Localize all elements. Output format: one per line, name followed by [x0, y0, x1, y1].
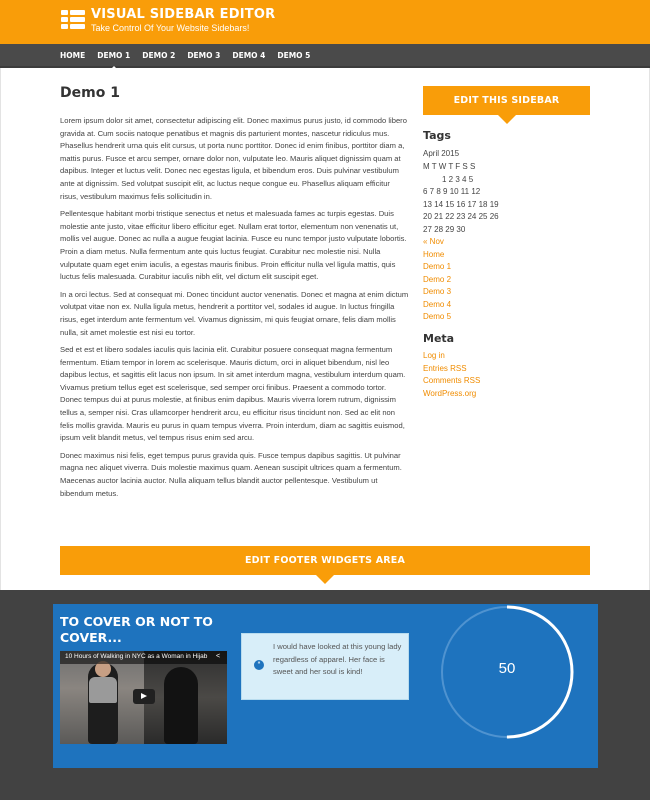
nav-item-home[interactable]: HOME: [60, 51, 86, 60]
post-paragraph: Donec maximus nisi felis, eget tempus purus gravida quis. Fusce tempus dapibus sagittis. Ut pulvinar magna nec aliquet viverra. Duis molestie maximus quam. Aenean suscipit ultrices quam a fermentum. Maecenas auctor lacinia auctor. Nulla aliquam tellus blandit auctor pellentesque. Vestibulum ut bibendum metus.: [60, 450, 402, 498]
nav-item-demo-3[interactable]: DEMO 3: [187, 51, 221, 60]
gauge-value: 50: [498, 660, 516, 677]
post-title: Demo 1: [60, 85, 120, 101]
nav-item-demo-4[interactable]: DEMO 4: [232, 51, 266, 60]
nav-item-demo-2[interactable]: DEMO 2: [142, 51, 176, 60]
sidebar-link-demo-2[interactable]: Demo 2: [423, 274, 452, 284]
post-paragraph: Lorem ipsum dolor sit amet, consectetur adipiscing elit. Donec maximus purus justo, id commodo libero gravida at. Cum sociis natoque penatibus et magnis dis parturient montes, nascetur ridiculus mus. Phasellus hendrerit urna quis elit cursus, ut porta nunc porttitor. Donec id enim finibus, porttitor diam a, mattis purus. Fusce et arcu semper, ornare dolor non, vulputate leo. Mauris aliquet dignissim quam at dapibus. Integer et luctus velit. Donec nec egestas ligula, et bibendum eros. Duis pulvinar vestibulum ante at dignissim. Sed volutpat suscipit elit, ac luctus neque congue eu. Phasellus aliquam efficitur risus, vestibulum maximus felis sollicitudin in.: [60, 116, 407, 201]
post-paragraph: In a orci lectus. Sed at consequat mi. Donec tincidunt auctor venenatis. Donec et magna at enim dictum volutpat vitae non ex. Nulla ligula metus, hendrerit a porttitor vel, sodales id augue. In luctus fringilla risus, eget interdum ante fermentum vel. Vivamus dignissim, mi quis feugiat ornare, felis diam mollis nulla, sit amet molestie est nisi eu tortor.: [60, 289, 409, 337]
logo-icon[interactable]: [61, 10, 85, 30]
video-title[interactable]: 10 Hours of Walking in NYC as a Woman in Hijab: [65, 653, 208, 660]
video-person-figure: [164, 667, 198, 744]
meta-widget-title: Meta: [423, 332, 455, 345]
calendar-caption: April 2015: [423, 149, 460, 158]
nav-item-demo-1[interactable]: DEMO 1: [97, 44, 130, 68]
edit-footer-widgets-button[interactable]: EDIT FOOTER WIDGETS AREA: [60, 546, 590, 575]
post-paragraph: Sed et est et libero sodales iaculis quis lacinia elit. Curabitur posuere consequat magna fermentum fermentum. Etiam tempor in lorem ac scelerisque. Mauris dictum, orci in aliquet bibendum, nisl leo dapibus lectus, et sagittis elit lacus non ipsum. In sit amet interdum magna, vestibulum interdum quam. Vivamus pretium tellus eget est scelerisque, sed semper orci finibus. Praesent a commodo tortor. Donec tempus dui at purus molestie, at finibus enim dapibus. Mauris viverra lorem rutrum, dignissim tellus a, semper nisi. Cras ullamcorper hendrerit arcu, eu efficitur risus tincidunt non. Sed ac elit non felis mollis gravida. Mauris eu purus in quam tempus viverra. Proin interdum, diam ac sagittis euismod, ipsum velit blandit metus, vel tempus risus enim sed arcu.: [60, 345, 406, 443]
video-embed[interactable]: [60, 651, 227, 744]
testimonial-text: I would have looked at this young lady regardless of apparel. Her face is sweet and her soul is kind!: [273, 642, 402, 677]
calendar-week: 20 21 22 23 24 25 26: [423, 212, 499, 221]
sidebar-link-demo-1[interactable]: Demo 1: [423, 262, 452, 271]
sidebar-link-demo-5[interactable]: Demo 5: [423, 312, 452, 321]
nav-item-demo-5[interactable]: DEMO 5: [277, 51, 311, 60]
calendar-week: 1 2 3 4 5: [442, 174, 474, 184]
main-nav: [0, 44, 650, 68]
edit-sidebar-button[interactable]: EDIT THIS SIDEBAR: [423, 86, 590, 115]
site-header: [0, 0, 650, 44]
meta-list: [423, 350, 480, 400]
quote-icon: “: [254, 660, 264, 670]
calendar-week: 13 14 15 16 17 18 19: [423, 199, 499, 209]
play-button-icon[interactable]: [133, 689, 155, 704]
tags-widget-title: Tags: [423, 129, 451, 142]
footer-widget-title: TO COVER OR NOT TO COVER...: [60, 614, 213, 645]
calendar-weekdays: M T W T F S S: [423, 162, 476, 171]
pages-list: [423, 236, 451, 324]
meta-link-wordpress[interactable]: WordPress.org: [423, 388, 477, 398]
site-title[interactable]: VISUAL SIDEBAR EDITOR: [91, 7, 276, 22]
calendar-prev-link[interactable]: « Nov: [423, 237, 444, 246]
site-tagline: Take Control Of Your Website Sidebars!: [91, 23, 250, 33]
meta-link-comments-rss[interactable]: Comments RSS: [423, 376, 481, 385]
calendar-week: 27 28 29 30: [423, 224, 466, 234]
sidebar-link-demo-4[interactable]: Demo 4: [423, 299, 452, 309]
calendar-week: 6 7 8 9 10 11 12: [423, 187, 481, 196]
sidebar-link-home[interactable]: Home: [423, 249, 445, 259]
meta-link-entries-rss[interactable]: Entries RSS: [423, 363, 467, 373]
video-person-top: [89, 677, 117, 703]
share-icon[interactable]: <: [216, 653, 221, 660]
sidebar-link-demo-3[interactable]: Demo 3: [423, 287, 452, 296]
post-paragraph: Pellentesque habitant morbi tristique senectus et netus et malesuada fames ac turpis egestas. Duis molestie ante justo, vitae efficitur libero efficitur eget. Nullam erat tortor, elementum non venenatis ut, mollis vel augue. Donec ac nulla a augue feugiat lacinia. Fusce eu nunc tempor justo vulputate lobortis. Proin a diam metus. Nulla fermentum ante quis luctus feugiat. Curabitur nec molestie nisi. Nulla vulputate quam eget enim iaculis, a egestas mauris finibus. Proin efficitur nulla vel ligula mattis, quis luctus felis malesuada. Curabitur iaculis nibh elit, vel dictum elit suscipit eget.: [60, 209, 407, 282]
calendar-grid: [423, 161, 499, 236]
post-body: [60, 115, 410, 505]
meta-link-login[interactable]: Log in: [423, 351, 445, 360]
